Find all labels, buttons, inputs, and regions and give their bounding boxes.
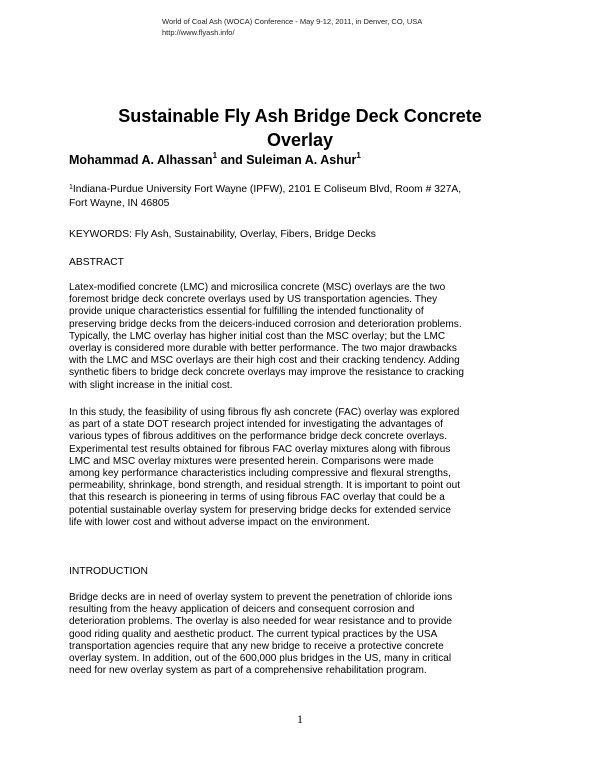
text-line: need for new overlay system as part of a comprehensive rehabilitation program. [69,665,427,677]
text-line: overlay system. In addition, out of the 600,000 plus bridges in the US, many in critical [69,653,452,665]
text-line: permeability, shrinkage, bond strength, and residual strength. It is important to point out [69,480,461,492]
text-line: Latex-modified concrete (LMC) and microsilica concrete (MSC) overlays are the two [69,282,446,293]
text-line: with the LMC and MSC overlays are their high cost and their cracking tendency. Adding [69,355,460,367]
header-conference-line: World of Coal Ash (WOCA) Conference - May 9-12, 2011, in Denver, CO, USA [162,17,423,26]
affiliation-line-1: Indiana-Purdue University Fort Wayne (IPFW), 2101 E Coliseum Blvd, Room # 327A, [72,184,462,195]
author-conjunction: and [217,153,247,167]
text-line: LMC and MSC overlay mixtures were presented herein. Comparisons were made [69,455,434,467]
text-line: Typically, the LMC overlay has higher initial cost than the MSC overlay; but the LMC [69,330,446,342]
keywords: KEYWORDS: Fly Ash, Sustainability, Overlay, Fibers, Bridge Decks [69,229,376,240]
author-2-affiliation-mark: 1 [356,151,361,160]
introduction-paragraph-1 [69,592,539,677]
text-line: potential sustainable overlay system for preserving bridge decks for extended service [69,504,452,516]
introduction-heading: INTRODUCTION [69,566,148,577]
page-number: 1 [297,712,303,726]
affiliation-line-2: Fort Wayne, IN 46805 [69,198,170,209]
text-line: foremost bridge deck concrete overlays used by US transportation agencies. They [69,294,438,306]
text-line: various types of fibrous additives on the performance bridge deck concrete overlays. [69,431,448,443]
text-line: deterioration problems. The overlay is also needed for wear resistance and to provide [69,616,452,628]
header-url: http://www.flyash.info/ [162,28,235,37]
text-line: Bridge decks are in need of overlay system to prevent the penetration of chloride ions [69,592,453,603]
text-line: among key performance characteristics including compressive and flexural strengths, [69,468,451,480]
text-line: Experimental test results obtained for fibrous FAC overlay mixtures along with fibrous [69,443,451,455]
abstract-paragraph-2 [69,407,539,529]
text-line: overlay is considered more durable with better performance. The two major drawbacks [69,343,457,355]
text-line: life with lower cost and without adverse impact on the environment. [69,516,370,528]
abstract-heading: ABSTRACT [69,257,124,268]
paper-title [60,104,540,152]
abstract-paragraph-1 [69,282,539,392]
text-line: good riding quality and aesthetic product. The current typical practices by the USA [69,628,438,640]
author-1-affiliation-mark: 1 [212,151,218,160]
text-line: synthetic fibers to bridge deck concrete overlays may improve the resistance to cracking [69,367,464,379]
title-line-1: Sustainable Fly Ash Bridge Deck Concrete [118,106,482,126]
text-line: with slight increase in the initial cost. [69,379,233,391]
author-2: Suleiman A. Ashur [246,153,357,167]
text-line: provide unique characteristics essential for fulfilling the intended functionality of [69,306,424,318]
text-line: that this research is pioneering in terms of using fibrous FAC overlay that could be a [69,492,445,504]
text-line: preserving bridge decks from the deicers-induced corrosion and deterioration problems. [69,318,462,330]
text-line: resulting from the heavy application of deicers and consequent corrosion and [69,604,415,616]
author-list [69,153,361,167]
text-line: as part of a state DOT research project intended for investigating the advantages of [69,419,444,431]
title-line-2: Overlay [266,130,334,150]
conference-header [162,16,422,38]
text-line: In this study, the feasibility of using fibrous fly ash concrete (FAC) overlay was explored [69,407,460,418]
text-line: transportation agencies require that any new bridge to receive a protective concrete [69,640,444,652]
author-1: Mohammad A. Alhassan [69,153,213,167]
affiliation-mark: 1 [69,184,73,191]
affiliation [69,183,539,211]
